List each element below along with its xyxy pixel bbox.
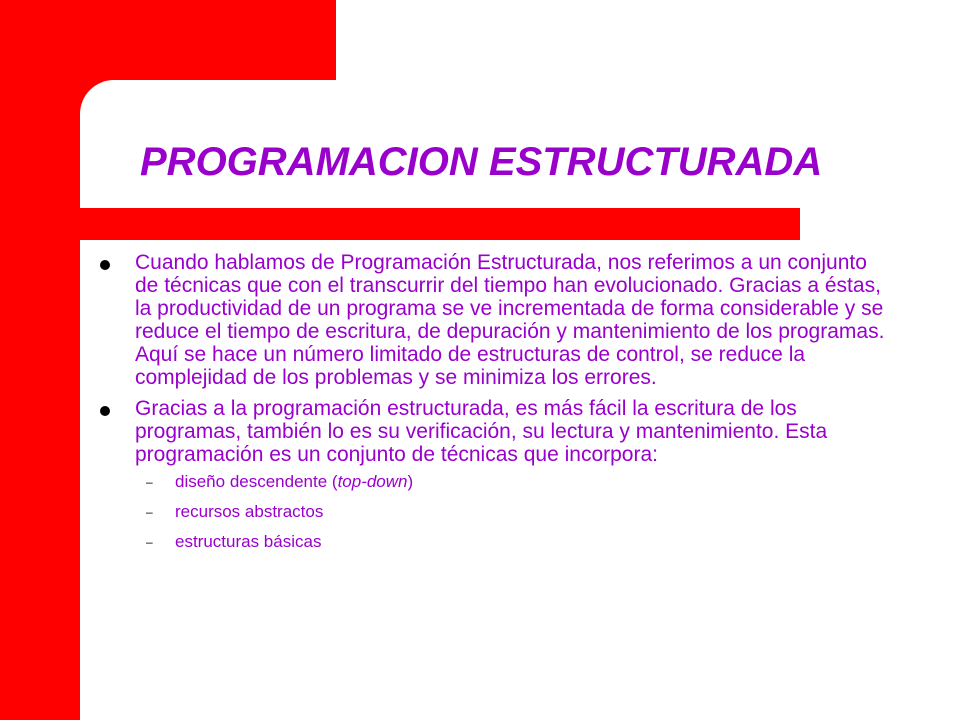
sub-item-text: estructuras básicas	[175, 532, 322, 551]
sub-item	[135, 532, 890, 552]
slide-title: PROGRAMACION ESTRUCTURADA	[140, 140, 823, 184]
bullet-dot-icon	[100, 406, 110, 416]
bullet-item	[100, 397, 890, 552]
bullet-dot-icon	[100, 260, 110, 270]
dash-icon: –	[146, 475, 153, 489]
sub-item-emphasis: top-down	[337, 472, 408, 491]
sub-list	[135, 472, 890, 552]
sub-item-suffix: )	[407, 472, 414, 491]
slide-content	[100, 251, 890, 562]
dash-icon: –	[146, 535, 153, 549]
sub-item-text: diseño descendente (	[175, 472, 338, 491]
bullet-text: Gracias a la programación estructurada, es más fácil la escritura de los programas, también lo es su verificación, su lectura y mantenimiento. Esta programación es un conjunto de técnicas que incorpora:	[135, 397, 828, 466]
bullet-text: Cuando hablamos de Programación Estructurada, nos referimos a un conjunto de técnicas que con el transcurrir del tiempo han evolucionado. Gracias a éstas, la productividad de un programa se ve incrementada de forma considerable y se reduce el tiempo de escritura, de depuración y mantenimiento de los programas. Aquí se hace un número limitado de estructuras de control, se reduce la complejidad de los problemas y se minimiza los errores.	[135, 251, 885, 389]
sub-item	[135, 472, 890, 492]
sub-item	[135, 502, 890, 522]
sub-item-text: recursos abstractos	[175, 502, 324, 521]
red-title-underline-band	[80, 208, 800, 240]
bullet-item	[100, 251, 890, 389]
dash-icon: –	[146, 505, 153, 519]
